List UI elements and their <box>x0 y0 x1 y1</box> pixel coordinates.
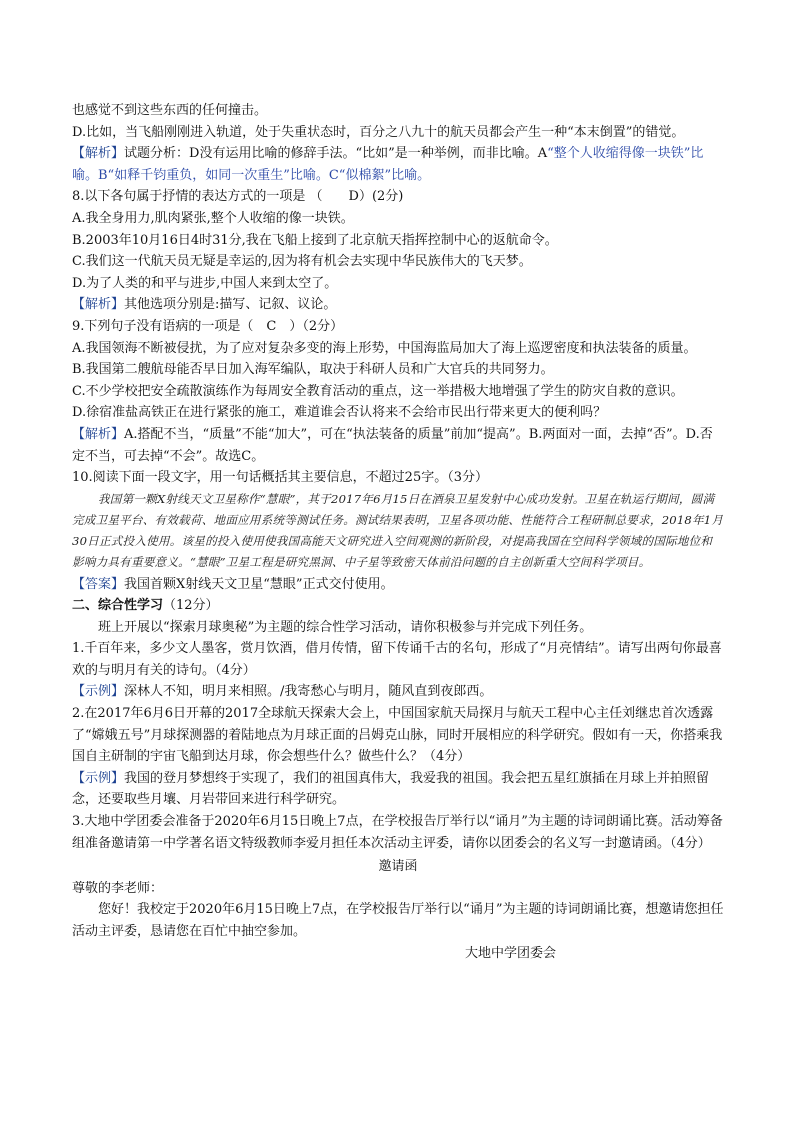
q9-analysis <box>72 424 724 467</box>
section-score: （12分） <box>163 598 219 614</box>
example-text: 深林人不知，明月来相照。/我寄愁心与明月，随风直到夜郎西。 <box>124 684 493 700</box>
q8-option-d: D.为了人类的和平与进步,中国人来到太空了。 <box>72 275 338 291</box>
analysis-highlight: “整个人收缩得像一块铁”比喻。B“如释千钧重负，如同一次重生”比喻。C“似棉絮”比喻。 <box>72 146 704 183</box>
letter-signature: 大地中学团委会 <box>464 945 556 961</box>
question-8: 8.以下各句属于抒情的表达方式的一项是 （ D）(2分) <box>72 189 404 205</box>
task-3: 3.大地中学团委会准备于2020年6月15日晚上7点，在学校报告厅举行以“诵月”为主题的诗词朗诵比赛。活动筹备组准备邀请第一中学著名语文特级教师李爱月担任本次活动主评委，请你以团委会的名义写一封邀请函。（4分） <box>72 814 723 851</box>
q9-option-c: C.不少学校把安全疏散演练作为每周安全教育活动的重点，这一举措极大地增强了学生的防灾自救的意识。 <box>72 383 684 399</box>
task-1-example <box>72 681 724 703</box>
example-tag: 【示例】 <box>72 684 125 700</box>
answer-tag: 【答案】 <box>72 576 125 592</box>
option-d: D.比如，当飞船刚刚进入轨道，处于失重状态时，百分之八九十的航天员都会产生一种“本末倒置”的错觉。 <box>72 124 685 140</box>
document-page <box>72 100 724 964</box>
q10-answer <box>72 574 724 596</box>
analysis-text: A.搭配不当，“质量”不能“加大”，可在“执法装备的质量”前加“提高”。B.两面对一面，去掉“否”。D.否定不当，可去掉“不会”。故选C。 <box>72 426 713 464</box>
analysis-text: 试题分析：D没有运用比喻的修辞手法。“比如”是一种举例，而非比喻。A <box>124 146 548 162</box>
example-text: 我国的登月梦想终于实现了，我们的祖国真伟大，我爱我的祖国。我会把五星红旗插在月球上并拍照留念，还要取些月壤、月岩带回来进行科学研究。 <box>72 770 710 808</box>
letter-body: 您好！我校定于2020年6月15日晚上7点，在学校报告厅举行以“诵月”为主题的诗词朗诵比赛，想邀请您担任活动主评委，恳请您在百忙中抽空参加。 <box>72 902 724 939</box>
task-1: 1.千百年来，多少文人墨客，赏月饮酒，借月传情，留下传诵千古的名句，形成了“月亮情结”。请写出两句你最喜欢的与明月有关的诗句。（4分） <box>72 641 722 678</box>
task-2: 2.在2017年6月6日开幕的2017全球航天探索大会上，中国国家航天局探月与航天工程中心主任刘继忠首次透露了“嫦娥五号”月球探测器的着陆地点为月球正面的吕姆克山脉，同时开展相应的科学研究。假如有一天，你搭乘我国自主研制的宇宙飞船到达月球，你会想些什么？做些什么？（4分） <box>72 706 723 765</box>
q9-option-b: B.我国第二艘航母能否早日加入海军编队，取决于科研人员和广大官兵的共同努力。 <box>72 362 554 378</box>
q8-analysis <box>72 294 724 316</box>
letter-title: 邀请函 <box>378 859 418 875</box>
q9-option-d: D.徐宿准盐高铁正在进行紧张的施工，难道谁会否认将来不会给市民出行带来更大的便利吗？ <box>72 405 607 421</box>
q8-option-a: A.我全身用力,肌肉紧张,整个人收缩的像一块铁。 <box>72 210 354 226</box>
task-2-example <box>72 768 724 811</box>
analysis-tag: 【解析】 <box>72 426 125 442</box>
analysis-text: 其他选项分别是:描写、记叙、议论。 <box>124 297 337 313</box>
q8-option-b: B.2003年10月16日4时31分,我在飞船上接到了北京航天指挥控制中心的返航命令。 <box>72 232 558 248</box>
example-tag: 【示例】 <box>72 770 125 786</box>
section-2-heading <box>72 595 724 617</box>
section-title: 二、综合性学习 <box>72 598 164 614</box>
question-10: 10.阅读下面一段文字，用一句话概括其主要信息，不超过25字。（3分） <box>72 470 488 486</box>
analysis-tag: 【解析】 <box>72 297 125 313</box>
letter-greeting: 尊敬的李老师： <box>72 880 164 896</box>
q8-option-c: C.我们这一代航天员无疑是幸运的,因为将有机会去实现中华民族伟大的飞天梦。 <box>72 254 532 270</box>
answer-text: 我国首颗X射线天文卫星“慧眼”正式交付使用。 <box>124 576 394 592</box>
q10-passage: 我国第一颗X射线天文卫星称作“慧眼”，其于2017年6月15日在酒泉卫星发射中心成功发射。卫星在轨运行期间，圆满完成卫星平台、有效载荷、地面应用系统等测试任务。测试结果表明，卫星各项功能、性能符合工程研制总要求，2018年1月30日正式投入使用。该星的投入使用使我国高能天文研究进入空间观测的新阶段，对提高我国在空间科学领域的国际地位和影响力具有重要意义。“慧眼”卫星工程是研究黑洞、中子星等致密天体前沿问题的自主创新重大空间科学项目。 <box>72 491 724 570</box>
analysis <box>72 143 724 186</box>
question-9: 9.下列句子没有语病的一项是（ C ）（2分） <box>72 318 344 334</box>
section-2-intro: 班上开展以“探索月球奥秘”为主题的综合性学习活动，请你积极参与并完成下列任务。 <box>98 619 593 635</box>
text-line: 也感觉不到这些东西的任何撞击。 <box>72 103 268 118</box>
q9-option-a: A.我国领海不断被侵扰，为了应对复杂多变的海上形势，中国海监局加大了海上巡逻密度和执法装备的质量。 <box>72 340 697 356</box>
analysis-tag: 【解析】 <box>72 146 125 162</box>
